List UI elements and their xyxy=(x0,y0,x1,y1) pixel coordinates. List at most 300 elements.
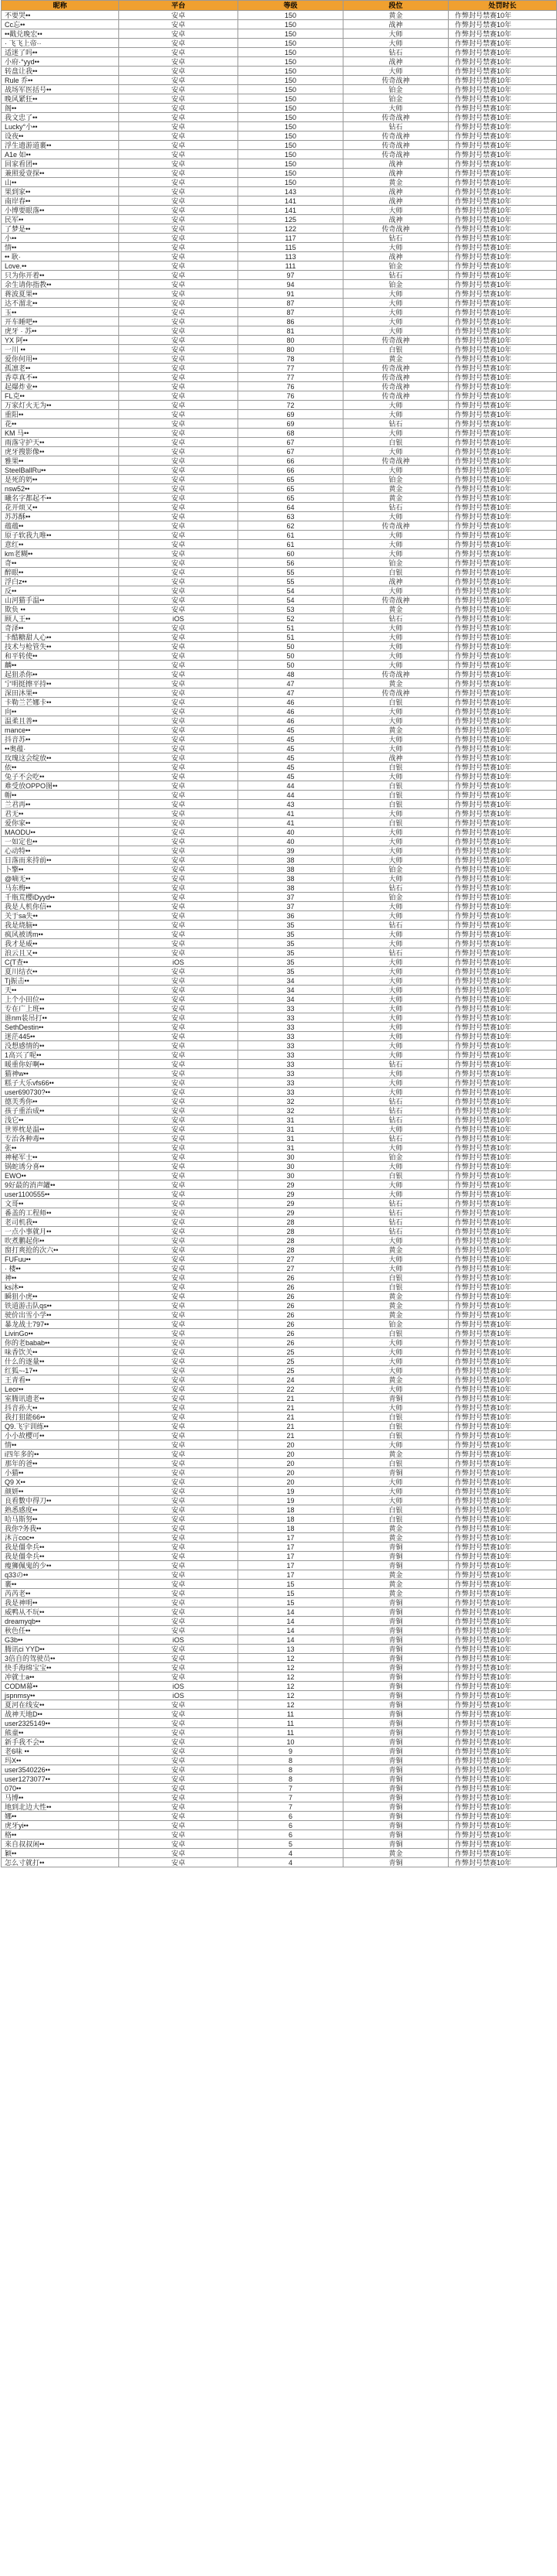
rank-cell: 大师 xyxy=(343,104,449,113)
nickname-cell: 奇泽•• xyxy=(2,624,119,633)
level-cell: 61 xyxy=(238,531,343,540)
nickname-cell: 孩子重治成•• xyxy=(2,1106,119,1115)
table-row xyxy=(2,772,557,781)
table-row xyxy=(2,995,557,1004)
rank-cell: 大师 xyxy=(343,1440,449,1450)
platform-cell: 安卓 xyxy=(119,1431,238,1440)
level-cell: 69 xyxy=(238,419,343,429)
platform-cell: 安卓 xyxy=(119,800,238,809)
nickname-cell: 小猫•• xyxy=(2,1468,119,1478)
platform-cell: 安卓 xyxy=(119,1700,238,1710)
header-row xyxy=(2,1,557,11)
level-cell: 35 xyxy=(238,930,343,939)
nickname-cell: FUFuu•• xyxy=(2,1255,119,1264)
nickname-cell: 蕴蕴•• xyxy=(2,521,119,531)
platform-cell: 安卓 xyxy=(119,419,238,429)
penalty-cell: 作弊封号禁赛10年 xyxy=(449,419,557,429)
penalty-cell: 作弊封号禁赛10年 xyxy=(449,596,557,605)
nickname-cell: 来自叔叔闲•• xyxy=(2,1840,119,1849)
nickname-cell: 张•• xyxy=(2,1143,119,1153)
rank-cell: 大师 xyxy=(343,828,449,837)
nickname-cell: Lucky°小•• xyxy=(2,122,119,132)
rank-cell: 青铜 xyxy=(343,1700,449,1710)
platform-cell: 安卓 xyxy=(119,178,238,187)
platform-cell: 安卓 xyxy=(119,1245,238,1255)
penalty-cell: 作弊封号禁赛10年 xyxy=(449,1505,557,1515)
table-row xyxy=(2,1719,557,1728)
level-cell: 141 xyxy=(238,196,343,206)
nickname-cell: 铁道游击队qs•• xyxy=(2,1301,119,1310)
level-cell: 39 xyxy=(238,846,343,856)
platform-cell: 安卓 xyxy=(119,1775,238,1784)
table-row xyxy=(2,1543,557,1552)
level-cell: 21 xyxy=(238,1394,343,1403)
table-row xyxy=(2,503,557,512)
platform-cell: 安卓 xyxy=(119,1422,238,1431)
level-cell: 45 xyxy=(238,744,343,753)
penalty-cell: 作弊封号禁赛10年 xyxy=(449,772,557,781)
nickname-cell: 抖音苏•• xyxy=(2,735,119,744)
table-row xyxy=(2,354,557,364)
level-cell: 35 xyxy=(238,967,343,976)
table-row xyxy=(2,512,557,521)
level-cell: 33 xyxy=(238,1051,343,1060)
penalty-cell: 作弊封号禁赛10年 xyxy=(449,1413,557,1422)
nickname-cell: 只为你开着•• xyxy=(2,271,119,280)
nickname-cell: 文哥•• xyxy=(2,1199,119,1208)
level-cell: 11 xyxy=(238,1710,343,1719)
penalty-cell: 作弊封号禁赛10年 xyxy=(449,391,557,401)
platform-cell: 安卓 xyxy=(119,410,238,419)
rank-cell: 青铜 xyxy=(343,1617,449,1626)
platform-cell: iOS xyxy=(119,1682,238,1691)
table-row xyxy=(2,1004,557,1013)
table-row xyxy=(2,1153,557,1162)
penalty-cell: 作弊封号禁赛10年 xyxy=(449,280,557,289)
penalty-cell: 作弊封号禁赛10年 xyxy=(449,1737,557,1747)
platform-cell: 安卓 xyxy=(119,429,238,438)
rank-cell: 大师 xyxy=(343,772,449,781)
table-row xyxy=(2,540,557,549)
table-row xyxy=(2,1310,557,1320)
platform-cell: 安卓 xyxy=(119,326,238,336)
table-row xyxy=(2,1672,557,1682)
level-cell: 7 xyxy=(238,1802,343,1812)
penalty-cell: 作弊封号禁赛10年 xyxy=(449,1301,557,1310)
level-cell: 33 xyxy=(238,1032,343,1041)
platform-cell: 安卓 xyxy=(119,1310,238,1320)
nickname-cell: Tj振击•• xyxy=(2,976,119,986)
level-cell: 17 xyxy=(238,1543,343,1552)
rank-cell: 白银 xyxy=(343,698,449,707)
nickname-cell: 原子软我九唯•• xyxy=(2,531,119,540)
penalty-cell: 作弊封号禁赛10年 xyxy=(449,196,557,206)
platform-cell: 安卓 xyxy=(119,1524,238,1533)
rank-cell: 大师 xyxy=(343,429,449,438)
platform-cell: 安卓 xyxy=(119,1403,238,1413)
rank-cell: 青铜 xyxy=(343,1552,449,1561)
table-row xyxy=(2,29,557,39)
penalty-cell: 作弊封号禁赛10年 xyxy=(449,215,557,224)
level-cell: 8 xyxy=(238,1756,343,1765)
penalty-cell: 作弊封号禁赛10年 xyxy=(449,410,557,419)
platform-cell: 安卓 xyxy=(119,976,238,986)
nickname-cell: 吹煮鹏起你•• xyxy=(2,1236,119,1245)
rank-cell: 黄金 xyxy=(343,1580,449,1589)
platform-cell: 安卓 xyxy=(119,373,238,382)
nickname-cell: 夏河在线安•• xyxy=(2,1700,119,1710)
rank-cell: 大师 xyxy=(343,410,449,419)
nickname-cell: ••戳兑晚宏•• xyxy=(2,29,119,39)
penalty-cell: 作弊封号禁赛10年 xyxy=(449,456,557,466)
table-row xyxy=(2,893,557,902)
nickname-cell: 沐言coc•• xyxy=(2,1533,119,1543)
table-row xyxy=(2,1849,557,1858)
platform-cell: 安卓 xyxy=(119,336,238,345)
level-cell: 61 xyxy=(238,540,343,549)
penalty-cell: 作弊封号禁赛10年 xyxy=(449,902,557,911)
table-row xyxy=(2,716,557,726)
penalty-cell: 作弊封号禁赛10年 xyxy=(449,624,557,633)
rank-cell: 战神 xyxy=(343,577,449,586)
table-row xyxy=(2,1533,557,1543)
penalty-cell: 作弊封号禁赛10年 xyxy=(449,1013,557,1023)
penalty-cell: 作弊封号禁赛10年 xyxy=(449,1840,557,1849)
platform-cell: 安卓 xyxy=(119,503,238,512)
rank-cell: 大师 xyxy=(343,1069,449,1078)
penalty-cell: 作弊封号禁赛10年 xyxy=(449,1765,557,1775)
nickname-cell: 裹•• xyxy=(2,1580,119,1589)
penalty-cell: 作弊封号禁赛10年 xyxy=(449,1672,557,1682)
rank-cell: 黄金 xyxy=(343,679,449,688)
nickname-cell: 转盘让我•• xyxy=(2,67,119,76)
platform-cell: 安卓 xyxy=(119,716,238,726)
table-row xyxy=(2,1821,557,1830)
platform-cell: 安卓 xyxy=(119,1570,238,1580)
level-cell: 14 xyxy=(238,1607,343,1617)
level-cell: 33 xyxy=(238,1069,343,1078)
level-cell: 37 xyxy=(238,902,343,911)
rank-cell: 白银 xyxy=(343,1505,449,1515)
rank-cell: 大师 xyxy=(343,939,449,948)
rank-cell: 青铜 xyxy=(343,1858,449,1867)
platform-cell: 安卓 xyxy=(119,1190,238,1199)
penalty-cell: 作弊封号禁赛10年 xyxy=(449,345,557,354)
penalty-cell: 作弊封号禁赛10年 xyxy=(449,243,557,252)
platform-cell: 安卓 xyxy=(119,67,238,76)
level-cell: 28 xyxy=(238,1245,343,1255)
table-row xyxy=(2,382,557,391)
table-row xyxy=(2,559,557,568)
penalty-cell: 作弊封号禁赛10年 xyxy=(449,271,557,280)
table-row xyxy=(2,234,557,243)
penalty-cell: 作弊封号禁赛10年 xyxy=(449,986,557,995)
penalty-cell: 作弊封号禁赛10年 xyxy=(449,1320,557,1329)
rank-cell: 大师 xyxy=(343,1013,449,1023)
level-cell: 56 xyxy=(238,559,343,568)
table-row xyxy=(2,215,557,224)
penalty-cell: 作弊封号禁赛10年 xyxy=(449,1747,557,1756)
table-row xyxy=(2,1589,557,1598)
penalty-cell: 作弊封号禁赛10年 xyxy=(449,85,557,94)
nickname-cell: 疯风被诱m•• xyxy=(2,930,119,939)
level-cell: 26 xyxy=(238,1310,343,1320)
nickname-cell: C{T查•• xyxy=(2,958,119,967)
rank-cell: 传奇战神 xyxy=(343,596,449,605)
nickname-cell: EWO•• xyxy=(2,1171,119,1180)
nickname-cell: 回家看团•• xyxy=(2,159,119,169)
table-row xyxy=(2,1097,557,1106)
platform-cell: 安卓 xyxy=(119,1357,238,1366)
penalty-cell: 作弊封号禁赛10年 xyxy=(449,39,557,48)
nickname-cell: 温柔且善•• xyxy=(2,716,119,726)
penalty-cell: 作弊封号禁赛10年 xyxy=(449,809,557,818)
level-cell: 33 xyxy=(238,1004,343,1013)
nickname-cell: Q9 X•• xyxy=(2,1478,119,1487)
level-cell: 7 xyxy=(238,1793,343,1802)
nickname-cell: user690730?•• xyxy=(2,1088,119,1097)
platform-cell: iOS xyxy=(119,958,238,967)
level-cell: 87 xyxy=(238,299,343,308)
nickname-cell: 神秘军士•• xyxy=(2,1153,119,1162)
level-cell: 35 xyxy=(238,939,343,948)
table-row xyxy=(2,1227,557,1236)
nickname-cell: 味香饮关•• xyxy=(2,1348,119,1357)
table-row xyxy=(2,1728,557,1737)
table-row xyxy=(2,1385,557,1394)
nickname-cell: 德芙秀你•• xyxy=(2,1097,119,1106)
table-row xyxy=(2,1663,557,1672)
table-row xyxy=(2,494,557,503)
rank-cell: 大师 xyxy=(343,1236,449,1245)
penalty-cell: 作弊封号禁赛10年 xyxy=(449,540,557,549)
penalty-cell: 作弊封号禁赛10年 xyxy=(449,586,557,596)
table-row xyxy=(2,800,557,809)
penalty-cell: 作弊封号禁赛10年 xyxy=(449,1385,557,1394)
table-row xyxy=(2,1301,557,1310)
platform-cell: 安卓 xyxy=(119,688,238,698)
nickname-cell: 花•• xyxy=(2,419,119,429)
platform-cell: 安卓 xyxy=(119,818,238,828)
table-row xyxy=(2,20,557,29)
nickname-cell: 专治各种毒•• xyxy=(2,1134,119,1143)
rank-cell: 青铜 xyxy=(343,1394,449,1403)
nickname-cell: 设夜•• xyxy=(2,132,119,141)
rank-cell: 青铜 xyxy=(343,1719,449,1728)
level-cell: 32 xyxy=(238,1106,343,1115)
table-row xyxy=(2,1106,557,1115)
rank-cell: 白银 xyxy=(343,791,449,800)
nickname-cell: 我是神明•• xyxy=(2,1598,119,1607)
platform-cell: 安卓 xyxy=(119,466,238,475)
nickname-cell: jspnmsy•• xyxy=(2,1691,119,1700)
rank-cell: 白银 xyxy=(343,1283,449,1292)
level-cell: 31 xyxy=(238,1115,343,1125)
table-row xyxy=(2,1134,557,1143)
rank-cell: 大师 xyxy=(343,1478,449,1487)
platform-cell: 安卓 xyxy=(119,354,238,364)
level-cell: 11 xyxy=(238,1728,343,1737)
platform-cell: 安卓 xyxy=(119,317,238,326)
level-cell: 10 xyxy=(238,1737,343,1747)
rank-cell: 黄金 xyxy=(343,178,449,187)
level-cell: 150 xyxy=(238,67,343,76)
nickname-cell: 花开烦又•• xyxy=(2,503,119,512)
rank-cell: 黄金 xyxy=(343,1310,449,1320)
table-row xyxy=(2,865,557,874)
platform-cell: 安卓 xyxy=(119,1459,238,1468)
rank-cell: 传奇战神 xyxy=(343,670,449,679)
penalty-cell: 作弊封号禁赛10年 xyxy=(449,1032,557,1041)
nickname-cell: 苏苏酥•• xyxy=(2,512,119,521)
nickname-cell: 没想感情的•• xyxy=(2,1041,119,1051)
penalty-cell: 作弊封号禁赛10年 xyxy=(449,1004,557,1013)
nickname-cell: 1高兴了呢•• xyxy=(2,1051,119,1060)
rank-cell: 铂金 xyxy=(343,475,449,484)
platform-cell: 安卓 xyxy=(119,29,238,39)
penalty-cell: 作弊封号禁赛10年 xyxy=(449,1143,557,1153)
penalty-cell: 作弊封号禁赛10年 xyxy=(449,865,557,874)
level-cell: 122 xyxy=(238,224,343,234)
rank-cell: 大师 xyxy=(343,29,449,39)
penalty-cell: 作弊封号禁赛10年 xyxy=(449,1236,557,1245)
level-cell: 50 xyxy=(238,642,343,651)
level-cell: 150 xyxy=(238,113,343,122)
table-row xyxy=(2,104,557,113)
rank-cell: 大师 xyxy=(343,1496,449,1505)
nickname-cell: 醉眼•• xyxy=(2,568,119,577)
penalty-cell: 作弊封号禁赛10年 xyxy=(449,1570,557,1580)
level-cell: 20 xyxy=(238,1468,343,1478)
level-cell: 27 xyxy=(238,1264,343,1273)
level-cell: 18 xyxy=(238,1515,343,1524)
nickname-cell: 3倍自的驾驶员•• xyxy=(2,1654,119,1663)
penalty-cell: 作弊封号禁赛10年 xyxy=(449,688,557,698)
level-cell: 97 xyxy=(238,271,343,280)
table-row xyxy=(2,1515,557,1524)
rank-cell: 青铜 xyxy=(343,1682,449,1691)
table-row xyxy=(2,150,557,159)
table-row xyxy=(2,1765,557,1775)
table-row xyxy=(2,466,557,475)
rank-cell: 大师 xyxy=(343,1032,449,1041)
level-cell: 45 xyxy=(238,753,343,763)
nickname-cell: 颖•• xyxy=(2,1849,119,1858)
level-cell: 55 xyxy=(238,577,343,586)
platform-cell: 安卓 xyxy=(119,196,238,206)
platform-cell: 安卓 xyxy=(119,679,238,688)
penalty-cell: 作弊封号禁赛10年 xyxy=(449,1227,557,1236)
penalty-cell: 作弊封号禁赛10年 xyxy=(449,1543,557,1552)
penalty-cell: 作弊封号禁赛10年 xyxy=(449,1153,557,1162)
platform-cell: 安卓 xyxy=(119,893,238,902)
nickname-cell: 和平转使•• xyxy=(2,651,119,661)
table-row xyxy=(2,1041,557,1051)
penalty-cell: 作弊封号禁赛10年 xyxy=(449,1617,557,1626)
rank-cell: 大师 xyxy=(343,1180,449,1190)
level-cell: 26 xyxy=(238,1301,343,1310)
level-cell: 46 xyxy=(238,707,343,716)
rank-cell: 黄金 xyxy=(343,11,449,20)
rank-cell: 钻石 xyxy=(343,1106,449,1115)
nickname-cell: YX 阿•• xyxy=(2,336,119,345)
platform-cell: 安卓 xyxy=(119,1301,238,1310)
penalty-cell: 作弊封号禁赛10年 xyxy=(449,1060,557,1069)
table-row xyxy=(2,317,557,326)
level-cell: 15 xyxy=(238,1598,343,1607)
rank-cell: 青铜 xyxy=(343,1561,449,1570)
level-cell: 150 xyxy=(238,57,343,67)
table-row xyxy=(2,1171,557,1180)
rank-cell: 大师 xyxy=(343,586,449,596)
platform-cell: 安卓 xyxy=(119,475,238,484)
rank-cell: 青铜 xyxy=(343,1663,449,1672)
table-row xyxy=(2,1403,557,1413)
platform-cell: 安卓 xyxy=(119,670,238,679)
level-cell: 19 xyxy=(238,1487,343,1496)
table-row xyxy=(2,986,557,995)
platform-cell: 安卓 xyxy=(119,1672,238,1682)
penalty-cell: 作弊封号禁赛10年 xyxy=(449,1208,557,1218)
table-row xyxy=(2,1190,557,1199)
level-cell: 113 xyxy=(238,252,343,261)
table-row xyxy=(2,1125,557,1134)
rank-cell: 钻石 xyxy=(343,503,449,512)
penalty-cell: 作弊封号禁赛10年 xyxy=(449,930,557,939)
level-cell: 15 xyxy=(238,1580,343,1589)
table-row xyxy=(2,1487,557,1496)
nickname-cell: Q9.飞宇训练•• xyxy=(2,1422,119,1431)
table-row xyxy=(2,726,557,735)
table-row xyxy=(2,206,557,215)
rank-cell: 铂金 xyxy=(343,893,449,902)
level-cell: 12 xyxy=(238,1682,343,1691)
rank-cell: 大师 xyxy=(343,289,449,299)
table-row xyxy=(2,1283,557,1292)
platform-cell: 安卓 xyxy=(119,856,238,865)
nickname-cell: 依•• xyxy=(2,763,119,772)
platform-cell: 安卓 xyxy=(119,1737,238,1747)
platform-cell: 安卓 xyxy=(119,252,238,261)
level-cell: 91 xyxy=(238,289,343,299)
level-cell: 66 xyxy=(238,466,343,475)
penalty-cell: 作弊封号禁赛10年 xyxy=(449,20,557,29)
penalty-cell: 作弊封号禁赛10年 xyxy=(449,1292,557,1301)
table-row xyxy=(2,1812,557,1821)
penalty-cell: 作弊封号禁赛10年 xyxy=(449,1199,557,1208)
penalty-cell: 作弊封号禁赛10年 xyxy=(449,1366,557,1375)
level-cell: 30 xyxy=(238,1153,343,1162)
platform-cell: 安卓 xyxy=(119,234,238,243)
level-cell: 54 xyxy=(238,586,343,596)
nickname-cell: 起爆炸业•• xyxy=(2,382,119,391)
rank-cell: 大师 xyxy=(343,512,449,521)
nickname-cell: 兔子不会吃•• xyxy=(2,772,119,781)
table-row xyxy=(2,1802,557,1812)
platform-cell: 安卓 xyxy=(119,1645,238,1654)
penalty-cell: 作弊封号禁赛10年 xyxy=(449,874,557,883)
penalty-cell: 作弊封号禁赛10年 xyxy=(449,948,557,958)
table-row xyxy=(2,1570,557,1580)
rank-cell: 黄金 xyxy=(343,1524,449,1533)
platform-cell: 安卓 xyxy=(119,1060,238,1069)
level-cell: 22 xyxy=(238,1385,343,1394)
platform-cell: 安卓 xyxy=(119,1440,238,1450)
level-cell: 27 xyxy=(238,1255,343,1264)
platform-cell: 安卓 xyxy=(119,1812,238,1821)
level-cell: 8 xyxy=(238,1765,343,1775)
table-row xyxy=(2,1338,557,1348)
